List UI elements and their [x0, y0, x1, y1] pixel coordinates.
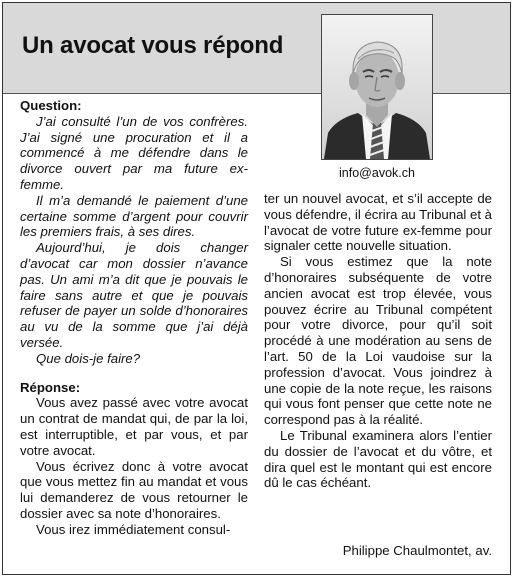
answer-paragraph: Vous avez passé avec votre avocat un contrat de mandat qui, de par la loi, est interruptible, et par vous, et par votre avocat.: [20, 395, 248, 458]
question-paragraph: Que dois-je faire?: [36, 350, 141, 366]
author-signature: Philippe Chaulmontet, av.: [342, 543, 492, 558]
question-paragraph: Aujourd’hui, je dois changer d’avocat car mon dossier n’avance pas. Un ami m’a dit que je pouvais le faire sans autre et que je pouvais refuser de payer un solde d’honoraires au vu de la somme que j’ai déjà versée.: [20, 240, 248, 350]
answer-paragraph: Le Tribunal examinera alors l’entier du dossier de l’avocat et du vôtre, et dira quel est le montant qui est encore dû le cas échéant.: [264, 427, 492, 491]
answer-paragraph: Vous irez immédiatement consul-: [36, 521, 231, 537]
question-heading: Question:: [20, 98, 82, 113]
answer-paragraph-continued: ter un nouvel avocat, et s’il accepte de vous défendre, il écrira au Tribunal et à l’avocat de votre future ex-femme pour signaler cette nouvelle situation.: [264, 191, 492, 254]
right-column: [264, 191, 492, 491]
author-photo: [321, 14, 433, 160]
answer-heading: Réponse:: [20, 379, 81, 395]
answer-paragraph: Vous écrivez donc à votre avocat que vous mettez fin au mandat et vous lui demanderez de vous retourner le dossier avec sa note d’honoraires.: [20, 458, 248, 521]
left-column: [20, 98, 248, 538]
question-paragraph: Il m’a demandé le paiement d’une certaine somme d’argent pour couvrir les premiers frais, à ses dires.: [20, 192, 248, 240]
contact-email: info@avok.ch: [339, 166, 415, 180]
answer-paragraph: Si vous estimez que la note d’honoraires subséquente de votre ancien avocat est trop élevée, vous pouvez écrire au Tribunal compétent pour votre divorce, pour qu’il soit procédé à une modération au sens de l’art. 50 de la Loi vaudoise sur la profession d’avocat. Vous joindrez à une copie de la note reçue, les raisons qui vous font penser que cette note ne correspond pas à la réalité.: [264, 254, 492, 428]
author-portrait-image: [322, 15, 432, 159]
question-paragraph: J’ai consulté l’un de vos confrères. J’ai signé une procuration et il a commencé à me défendre dans le divorce ouvert par ma future ex-femme.: [20, 113, 248, 192]
header-divider: [3, 93, 510, 94]
article-title: Un avocat vous répond: [22, 32, 284, 59]
